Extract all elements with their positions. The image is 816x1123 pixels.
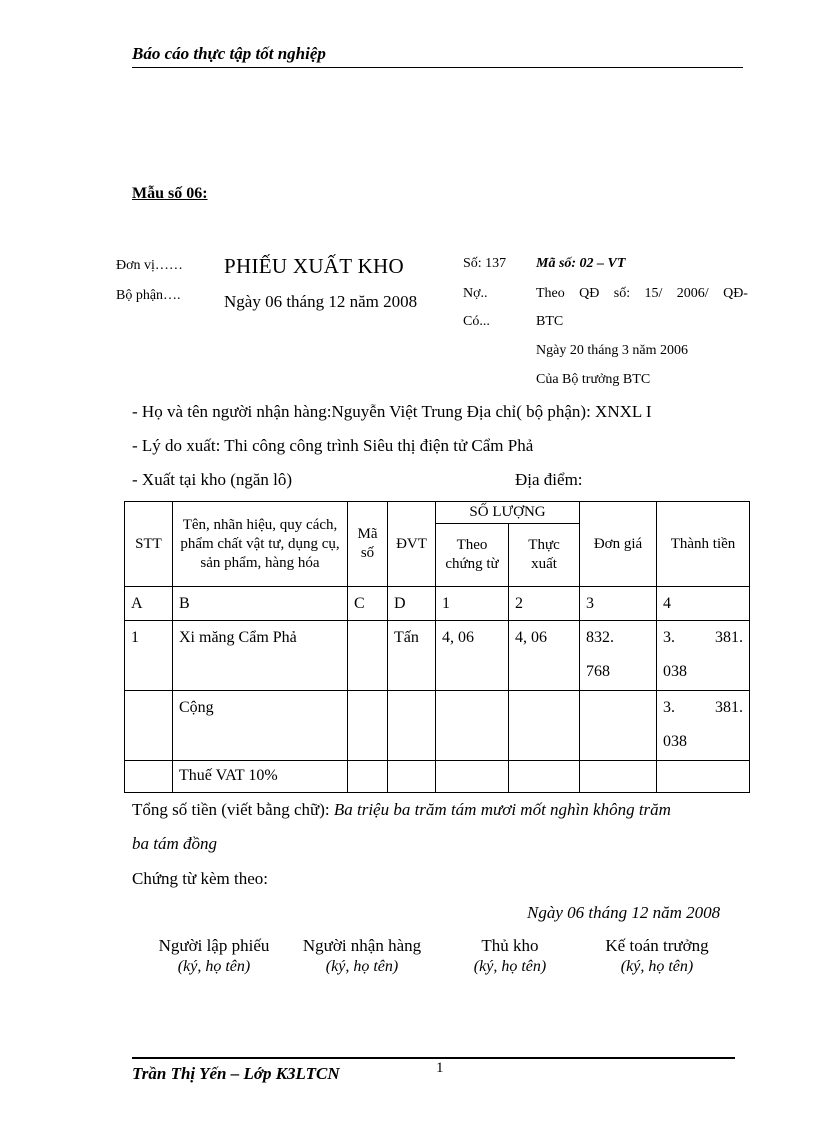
vat-label: Thuế VAT 10% [173, 761, 348, 793]
amount-words-label: Tổng số tiền (viết bằng chữ): [132, 800, 330, 819]
signature-title: Kế toán trưởng [605, 936, 709, 955]
decision-word-5: 2006/ [676, 286, 709, 301]
total-label: Cộng [173, 691, 348, 761]
decision-word-4: 15/ [644, 286, 663, 301]
row1-unit-price-part2: 768 [586, 663, 611, 680]
row1-amount-part2: 381. [715, 629, 744, 646]
signature-title: Người lập phiếu [158, 936, 270, 955]
row1-amount-part1: 3. [663, 629, 676, 646]
row1-qty-document: 4, 06 [436, 621, 509, 691]
code-b: B [173, 587, 348, 621]
header-amount: Thành tiền [657, 502, 750, 587]
row1-qty-actual: 4, 06 [509, 621, 580, 691]
form-code: Mã số: 02 – VT [536, 256, 626, 271]
goods-table [124, 501, 750, 793]
code-c: C [348, 587, 388, 621]
table-row [125, 761, 750, 793]
signature-storekeeper [440, 936, 580, 976]
header-code: Mã số [348, 502, 388, 587]
code-3: 3 [580, 587, 657, 621]
footer-rule [132, 1057, 735, 1059]
header-qty-document: Theo chứng từ [436, 524, 509, 587]
credit-label: Có... [463, 314, 490, 329]
header-quantity: SỐ LƯỢNG [436, 502, 580, 524]
decision-ref [536, 286, 748, 302]
voucher-title: PHIẾU XUẤT KHO [224, 254, 404, 278]
signature-receiver [292, 936, 432, 976]
signature-title: Người nhận hàng [302, 936, 422, 955]
row1-amount [657, 621, 750, 691]
voucher-number: Số: 137 [463, 256, 507, 271]
total-amount-part1: 3. [663, 699, 676, 716]
row1-code [348, 621, 388, 691]
total-amount [657, 691, 750, 761]
signature-hint: (ký, họ tên) [620, 958, 694, 975]
total-amount-part2: 381. [715, 699, 744, 716]
table-row [125, 691, 750, 761]
unit-label: Đơn vị…… [116, 258, 183, 273]
report-header: Báo cáo thực tập tốt nghiệp [132, 44, 326, 63]
header-stt: STT [125, 502, 173, 587]
row1-unit-price [580, 621, 657, 691]
receiver-line: - Họ và tên người nhận hàng:Nguyễn Việt Trung Địa chỉ( bộ phận): XNXL I [132, 402, 652, 421]
page-number: 1 [436, 1060, 444, 1076]
code-1: 1 [436, 587, 509, 621]
location-line: Địa điểm: [515, 470, 583, 489]
attached-docs: Chứng từ kèm theo: [132, 869, 268, 888]
row1-unit-price-part1: 832. [586, 629, 615, 646]
decision-date: Ngày 20 tháng 3 năm 2006 [536, 343, 689, 358]
header-name: Tên, nhãn hiệu, quy cách, phẩm chất vật tư, dụng cụ, sản phẩm, hàng hóa [173, 502, 348, 587]
debit-label: Nợ.. [463, 286, 488, 301]
footer-author: Trần Thị Yến – Lớp K3LTCN [132, 1064, 340, 1083]
header-qty-actual: Thực xuất [509, 524, 580, 587]
amount-words-value: Ba triệu ba trăm tám mươi mốt nghìn không trăm [333, 800, 671, 819]
reason-line: - Lý do xuất: Thi công công trình Siêu thị điện tử Cẩm Phả [132, 436, 534, 455]
signature-hint: (ký, họ tên) [325, 958, 399, 975]
row1-stt: 1 [125, 621, 173, 691]
decision-word-2: QĐ [579, 286, 600, 301]
signature-hint: (ký, họ tên) [473, 958, 547, 975]
total-amount-part3: 038 [663, 733, 688, 750]
table-row [125, 621, 750, 691]
signature-preparer [144, 936, 284, 976]
code-4: 4 [657, 587, 750, 621]
header-rule [132, 67, 743, 68]
decision-ref-btc: BTC [536, 314, 564, 329]
department-label: Bộ phận…. [116, 288, 181, 303]
decision-word-6: QĐ- [723, 286, 748, 301]
decision-word-3: số: [613, 286, 631, 301]
amount-in-words [132, 800, 671, 820]
decision-issuer: Của Bộ trưởng BTC [536, 372, 651, 387]
form-number: Mẫu số 06: [132, 185, 208, 202]
code-2: 2 [509, 587, 580, 621]
signature-title: Thủ kho [481, 936, 539, 955]
header-unit-price: Đơn giá [580, 502, 657, 587]
row1-name: Xi măng Cẩm Phả [173, 621, 348, 691]
store-line: - Xuất tại kho (ngăn lô) [132, 470, 293, 489]
signature-chief-accountant [587, 936, 727, 976]
decision-word-1: Theo [536, 286, 565, 301]
code-a: A [125, 587, 173, 621]
voucher-date: Ngày 06 tháng 12 năm 2008 [224, 292, 418, 311]
signature-hint: (ký, họ tên) [177, 958, 251, 975]
row1-amount-part3: 038 [663, 663, 688, 680]
amount-words-value-cont: ba tám đồng [132, 834, 217, 853]
row1-unit: Tấn [388, 621, 436, 691]
header-unit: ĐVT [388, 502, 436, 587]
code-d: D [388, 587, 436, 621]
sign-date: Ngày 06 tháng 12 năm 2008 [527, 903, 721, 922]
